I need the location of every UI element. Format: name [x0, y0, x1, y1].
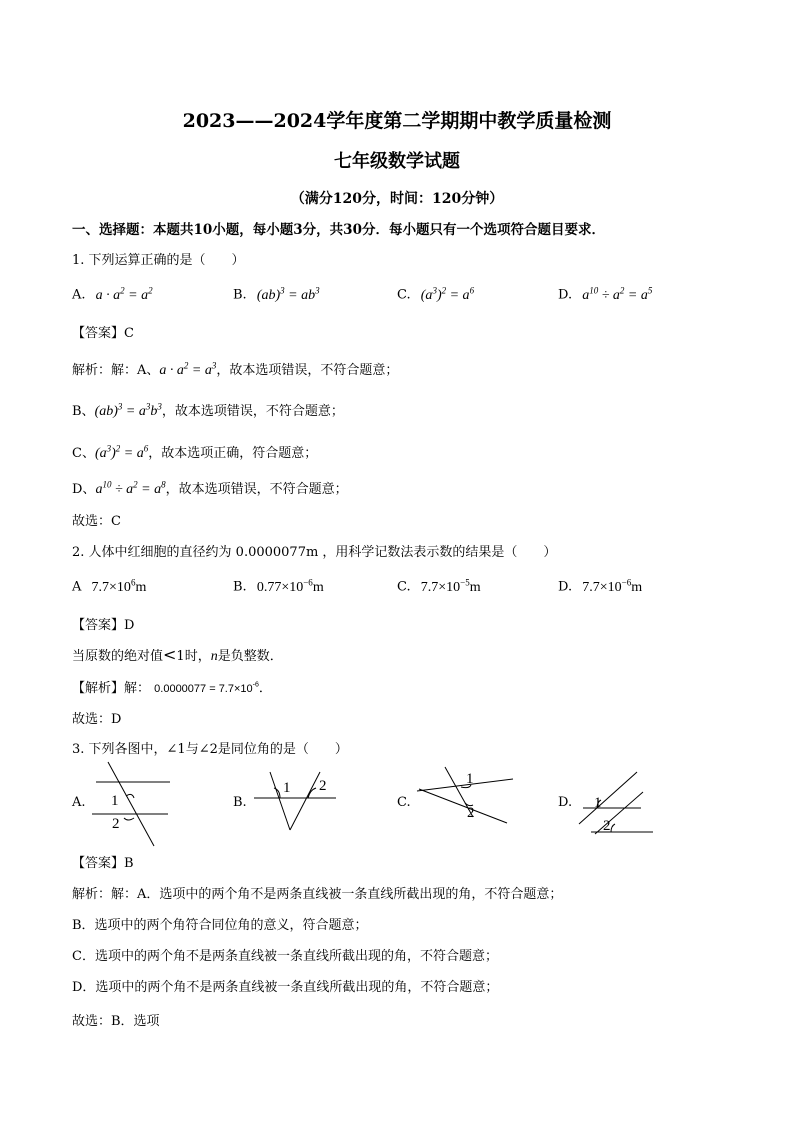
- q3-stem: 3. 下列各图中，∠1与∠2是同位角的是（ ）: [72, 742, 348, 757]
- q3-figure-a-label: A.: [72, 795, 86, 810]
- q3-figure-b-label: B.: [233, 795, 247, 810]
- q1-choice: 故选：C: [72, 514, 121, 529]
- exam-subtitle: 七年级数学试题: [334, 151, 460, 172]
- q1-stem: 1. 下列运算正确的是（ ）: [72, 253, 245, 268]
- q3-explanation-c: C．选项中的两个角不是两条直线被一条直线所截出现的角，不符合题意；: [72, 949, 498, 964]
- q2-option-d: D. $7.7\times 10^{-6}m$: [558, 577, 643, 595]
- q1-explanation-d: D、$a^{10} \div a^2 = a^8$，故本选项错误，不符合题意；: [72, 479, 348, 497]
- q1-option-a-label: A.: [72, 287, 86, 303]
- q3-figure-d: [575, 770, 655, 836]
- q3-figure-c-label: C.: [397, 795, 411, 810]
- q1-answer: 【答案】C: [72, 326, 134, 341]
- q3-d-angle-1: 1: [594, 795, 602, 811]
- q2-answer: 【答案】D: [72, 618, 135, 633]
- q3-explanation-b: B．选项中的两个角符合同位角的意义，符合题意；: [72, 918, 368, 933]
- q3-b-angle-1: 1: [283, 780, 291, 796]
- q3-explanation-d: D．选项中的两个角不是两条直线被一条直线所截出现的角，不符合题意；: [72, 980, 499, 995]
- q3-c-angle-1: 1: [466, 771, 474, 787]
- q3-a-angle-1: 1: [111, 793, 119, 809]
- q2-note: 当原数的绝对值<1时，n是负整数．: [72, 645, 283, 664]
- q1-explanation-c: C、$(a^3)^2 = a^6$，故本选项正确，符合题意；: [72, 443, 318, 461]
- q2-option-c: C. $7.7\times 10^{-5}m$: [397, 577, 481, 595]
- q3-a-angle-2: 2: [112, 816, 120, 832]
- q2-option-b: B. $0.77\times 10^{-6}m$: [233, 577, 324, 595]
- q2-explanation: 【解析】解： $0.0000077 = 7.7\times 10^{-6}$．: [72, 681, 272, 696]
- q3-figure-d-label: D.: [558, 795, 573, 810]
- q3-choice: 故选：B．选项: [72, 1014, 160, 1029]
- q3-d-angle-2: 2: [603, 818, 611, 834]
- q3-figure-c: [415, 765, 515, 825]
- q1-option-b-label: B.: [233, 287, 247, 303]
- exam-title: 2023——2024学年度第二学期期中教学质量检测: [182, 110, 612, 132]
- q1-explanation-a: 解析：解：A、$a \cdot a^2 = a^3$，故本选项错误，不符合题意；: [72, 360, 399, 378]
- q3-answer: 【答案】B: [72, 856, 134, 871]
- q1-option-d-label: D.: [558, 287, 573, 303]
- q3-figure-b: [250, 770, 340, 836]
- q1-option-b: B. $(ab)^3 = ab^3$: [233, 285, 320, 303]
- q2-choice: 故选：D: [72, 712, 122, 727]
- q3-c-angle-2: 2: [467, 805, 475, 821]
- q2-stem: 2. 人体中红细胞的直径约为 0.0000077m ，用科学记数法表示数的结果是（ ）: [72, 545, 557, 560]
- q3-b-angle-2: 2: [319, 778, 327, 794]
- q3-figure-a: [88, 760, 178, 850]
- q3-explanation-a: 解析：解：A．选项中的两个角不是两条直线被一条直线所截出现的角，不符合题意；: [72, 887, 563, 902]
- exam-note: （满分120分，时间：120分钟）: [290, 191, 504, 207]
- section-heading: 一、选择题：本题共10小题，每小题3分，共30分．每小题只有一个选项符合题目要求．: [72, 222, 605, 238]
- q2-option-a: A $7.7\times 10^6m$: [72, 577, 147, 595]
- q1-option-c-label: C.: [397, 287, 411, 303]
- q1-explanation-b: B、$(ab)^3 = a^3b^3$，故本选项错误，不符合题意；: [72, 401, 344, 419]
- q1-option-d: D. $a^{10} \div a^2 = a^5$: [558, 285, 653, 303]
- q1-option-a: A. $a \cdot a^2 = a^2$: [72, 285, 153, 303]
- q1-option-c: C. $(a^3)^2 = a^6$: [397, 285, 475, 303]
